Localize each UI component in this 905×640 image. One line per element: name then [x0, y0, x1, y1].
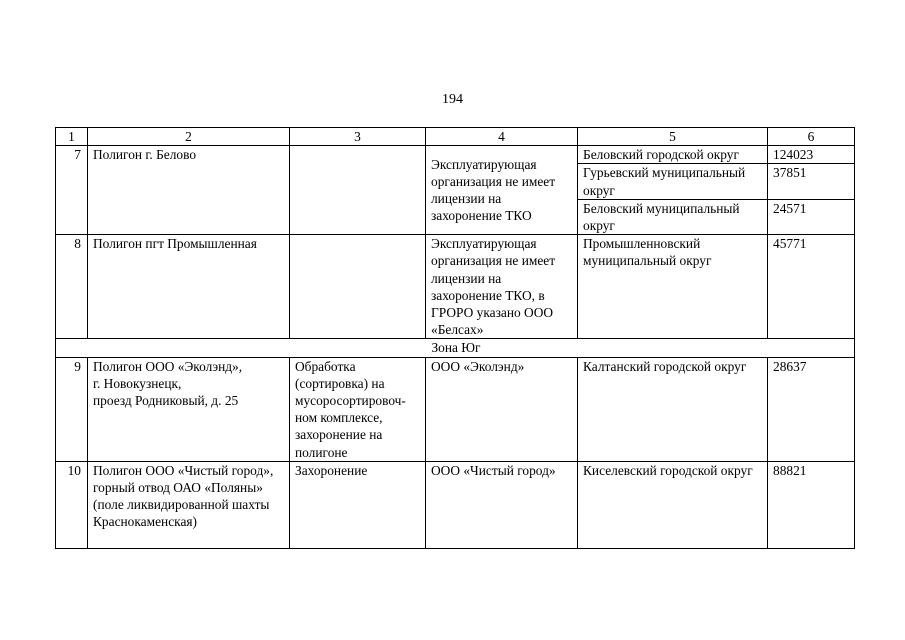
activity-type [290, 146, 426, 235]
zone-title: Зона Юг [56, 339, 855, 357]
row-number: 10 [56, 461, 88, 548]
district-name: Беловский городской округ [578, 146, 768, 164]
table-row-9 [56, 357, 855, 461]
district-name: Киселевский городской округ [578, 461, 768, 548]
header-cell-2: 2 [88, 128, 290, 146]
landfill-name: Полигон г. Белово [88, 146, 290, 235]
table-row-7 [56, 146, 855, 164]
district-name: Гурьевский муниципальный округ [578, 164, 768, 199]
population-value: 37851 [768, 164, 855, 199]
population-value: 88821 [768, 461, 855, 548]
operator: ООО «Чистый город» [426, 461, 578, 548]
header-cell-3: 3 [290, 128, 426, 146]
district-name: Беловский муниципальный округ [578, 199, 768, 234]
table-row-10 [56, 461, 855, 548]
table-header-row [56, 128, 855, 146]
population-value: 124023 [768, 146, 855, 164]
row-number: 9 [56, 357, 88, 461]
population-value: 45771 [768, 235, 855, 339]
operator: ООО «Эколэнд» [426, 357, 578, 461]
activity-type [290, 235, 426, 339]
landfill-name: Полигон пгт Промышленная [88, 235, 290, 339]
header-cell-5: 5 [578, 128, 768, 146]
landfill-name: Полигон ООО «Чистый город», горный отвод ОАО «Поляны» (поле ликвидированной шахты Краснокаменская) [88, 461, 290, 548]
header-cell-4: 4 [426, 128, 578, 146]
population-value: 24571 [768, 199, 855, 234]
district-name: Калтанский городской округ [578, 357, 768, 461]
header-cell-6: 6 [768, 128, 855, 146]
operator: Эксплуатирующая организация не имеет лицензии на захоронение ТКО [426, 146, 578, 235]
zone-row [56, 339, 855, 357]
activity-type: Захоронение [290, 461, 426, 548]
page-number: 194 [442, 92, 463, 107]
header-cell-1: 1 [56, 128, 88, 146]
operator: Эксплуатирующая организация не имеет лицензии на захоронение ТКО, в ГРОРО указано ООО «Белсах» [426, 235, 578, 339]
row-number: 8 [56, 235, 88, 339]
landfill-name: Полигон ООО «Эколэнд», г. Новокузнецк, проезд Родниковый, д. 25 [88, 357, 290, 461]
activity-type: Обработка (сортировка) на мусоросортировоч-ном комплексе, захоронение на полигоне [290, 357, 426, 461]
landfill-table [55, 127, 855, 549]
population-value: 28637 [768, 357, 855, 461]
district-name: Промышленновский муниципальный округ [578, 235, 768, 339]
table-row-8 [56, 235, 855, 339]
row-number: 7 [56, 146, 88, 235]
